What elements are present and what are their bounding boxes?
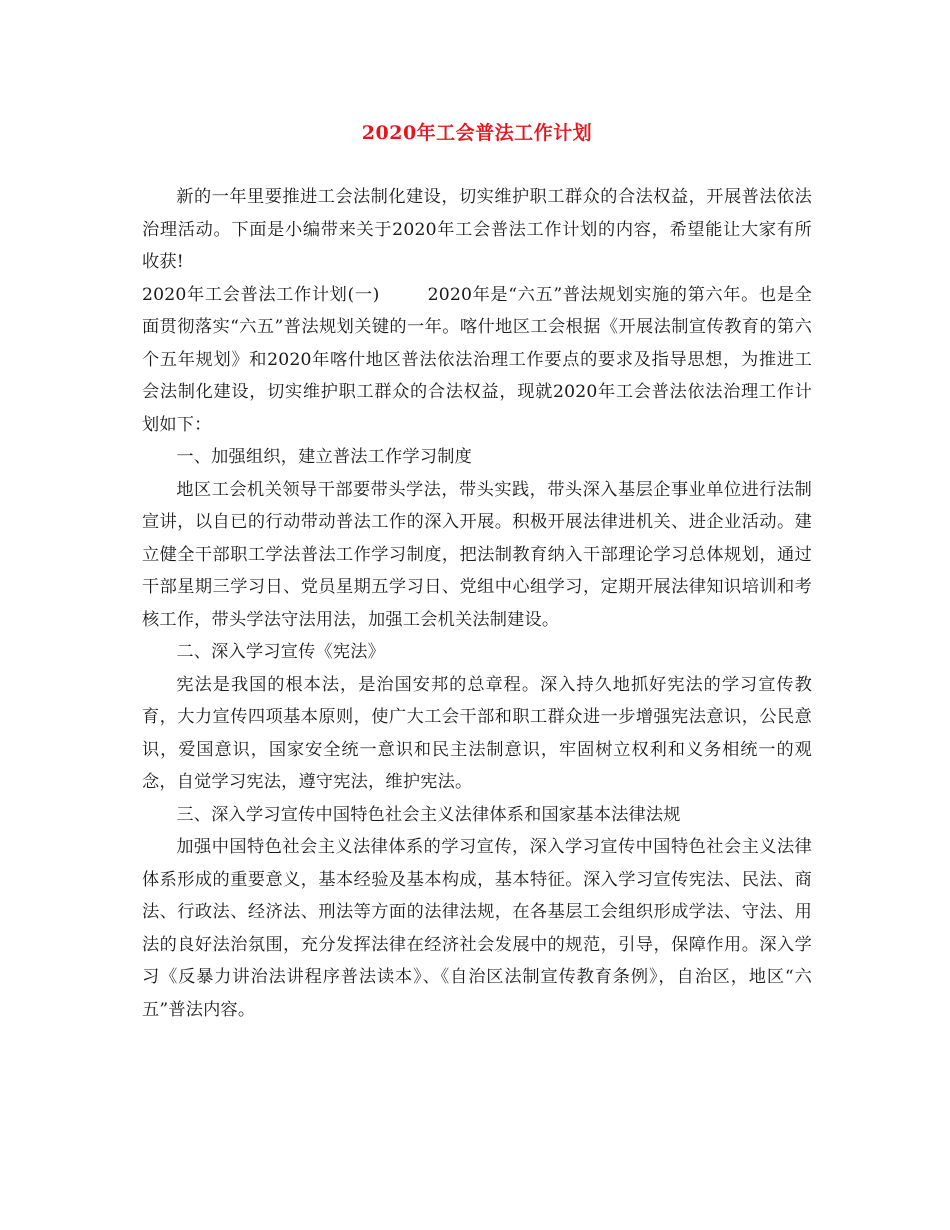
document-body: [142, 181, 812, 1026]
section-2-heading: 二、深入学习宣传《宪法》: [176, 642, 386, 662]
section-1-heading: 一、加强组织，建立普法工作学习制度: [176, 447, 472, 467]
section-3-heading: 三、深入学习宣传中国特色社会主义法律体系和国家基本法律法规: [176, 804, 681, 825]
document-title: 2020年工会普法工作计划: [361, 122, 593, 144]
part-paragraph: [142, 279, 812, 442]
part-heading: 2020年工会普法工作计划(一): [142, 284, 380, 305]
section-3-text: 加强中国特色社会主义法律体系的学习宣传，深入学习宣传中国特色社会主义法律体系形成的重要意义，基本经验及基本构成，基本特征。深入学习宣传宪法、民法、商法、行政法、经济法、刑法等方面的法律法规，在各基层工会组织形成学法、守法、用法的良好法治氛围，充分发挥法律在经济社会发展中的规范，引导，保障作用。深入学习《反暴力讲治法讲程序普法读本》、《自治区法制宣传教育条例》，自治区，地区“六五”普法内容。: [142, 837, 812, 1020]
document-page: [142, 118, 812, 1026]
section-1-text: 地区工会机关领导干部要带头学法，带头实践，带头深入基层企事业单位进行法制宣讲，以自已的行动带动普法工作的深入开展。积极开展法律进机关、进企业活动。建立健全干部职工学法普法工作学习制度，把法制教育纳入干部理论学习总体规划，通过干部星期三学习日、党员星期五学习日、党组中心组学习，定期开展法律知识培训和考核工作，带头学法守法用法，加强工会机关法制建设。: [142, 479, 812, 630]
intro-paragraph: 新的一年里要推进工会法制化建设，切实维护职工群众的合法权益，开展普法依法治理活动。下面是小编带来关于2020年工会普法工作计划的内容，希望能让大家有所收获!: [142, 187, 812, 272]
section-2-text: 宪法是我国的根本法，是治国安邦的总章程。深入持久地抓好宪法的学习宣传教育，大力宣传四项基本原则，使广大工会干部和职工群众进一步增强宪法意识，公民意识，爱国意识，国家安全统一意识和民主法制意识，牢固树立权利和义务相统一的观念，自觉学习宪法，遵守宪法，维护宪法。: [142, 674, 812, 792]
part-opening: 2020年是“六五”普法规划实施的第六年。也是全面贯彻落实“六五”普法规划关键的一年。喀什地区工会根据《开展法制宣传教育的第六个五年规划》和2020年喀什地区普法依法治理工作要点的要求及指导思想，为推进工会法制化建设，切实维护职工群众的合法权益，现就2020年工会普法依法治理工作计划如下：: [142, 284, 812, 435]
